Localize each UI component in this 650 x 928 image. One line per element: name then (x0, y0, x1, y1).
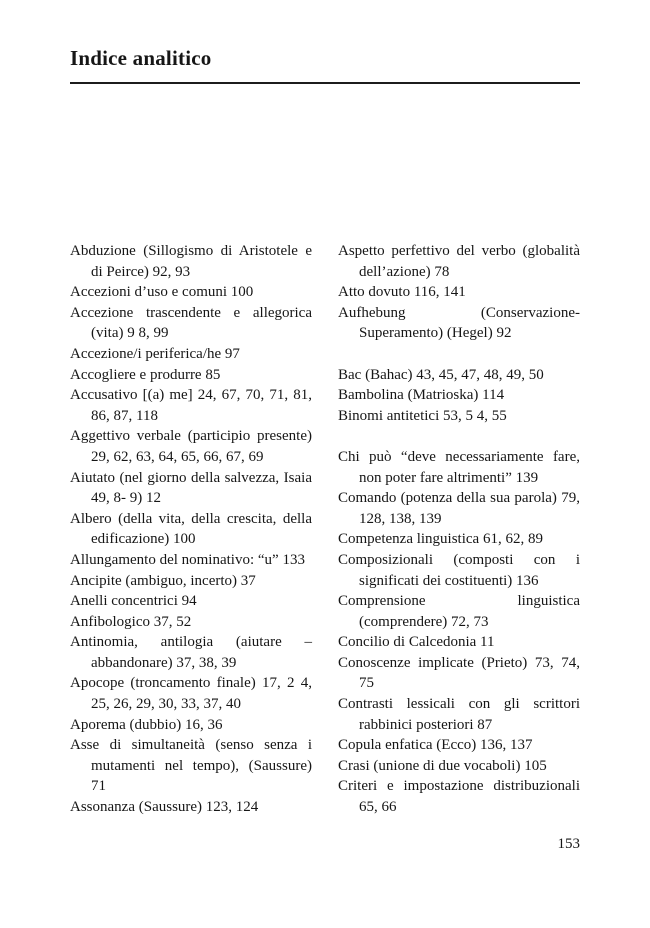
index-column-right (338, 241, 580, 818)
index-entry: Accogliere e produrre 85 (70, 366, 221, 383)
index-entry: Accezione trascendente e allegorica (vita) 9 8, 99 (70, 304, 312, 342)
index-entry: Ancipite (ambiguo, incerto) 37 (70, 572, 256, 589)
index-entry: Comando (potenza della sua parola) 79, 128, 138, 139 (338, 490, 580, 527)
index-entry: Abduzione (Sillogismo di Aristotele e di Peirce) 92, 93 (70, 243, 312, 280)
index-entry: Chi può “deve necessariamente fare, non poter fare altrimenti” 139 (338, 448, 580, 486)
index-entry: Atto dovuto 116, 141 (338, 284, 466, 301)
index-column-left (70, 241, 312, 818)
index-entry: Bac (Bahac) 43, 45, 47, 48, 49, 50 (338, 366, 544, 383)
index-entry: Anfibologico 37, 52 (70, 613, 192, 630)
index-entry: Bambolina (Matrioska) 114 (338, 387, 505, 404)
index-entry: Accusativo [(a) me] 24, 67, 70, 71, 81, 86, 87, 118 (70, 387, 312, 424)
index-entry: Comprensione linguistica (comprendere) 72, 73 (338, 593, 580, 630)
index-entry: Apocope (troncamento finale) 17, 2 4, 25, 26, 29, 30, 33, 37, 40 (70, 675, 312, 713)
index-entry: Aggettivo verbale (participio presente) 29, 62, 63, 64, 65, 66, 67, 69 (70, 428, 312, 465)
index-entry: Aspetto perfettivo del verbo (globalità dell’azione) 78 (338, 243, 580, 280)
index-entry: Concilio di Calcedonia 11 (338, 634, 495, 651)
index-entry: Allungamento del nominativo: “u” 133 (70, 551, 305, 568)
index-columns (70, 241, 580, 818)
index-entry: Aiutato (nel giorno della salvezza, Isaia 49, 8- 9) 12 (70, 469, 312, 507)
index-entry: Accezioni d’uso e comuni 100 (70, 284, 254, 301)
index-entry: Anelli concentrici 94 (70, 593, 197, 610)
page-title: Indice analitico (70, 46, 212, 70)
index-entry: Crasi (unione di due vocaboli) 105 (338, 757, 547, 774)
index-entry: Copula enfatica (Ecco) 136, 137 (338, 737, 533, 754)
index-entry: Asse di simultaneità (senso senza i mutamenti nel tempo), (Saussure) 71 (70, 737, 312, 795)
index-entry: Binomi antitetici 53, 5 4, 55 (338, 407, 507, 424)
index-entry: Conoscenze implicate (Prieto) 73, 74, 75 (338, 654, 580, 692)
index-entry: Assonanza (Saussure) 123, 124 (70, 799, 259, 816)
index-entry: Aufhebung (Conservazione-Superamento) (Hegel) 92 (338, 304, 580, 342)
index-entry: Contrasti lessicali con gli scrittori rabbinici posteriori 87 (338, 696, 580, 733)
page-number: 153 (557, 836, 580, 852)
index-entry: Composizionali (composti con i significati dei costituenti) 136 (338, 551, 580, 589)
index-entry: Antinomia, antilogia (aiutare – abbandonare) 37, 38, 39 (70, 634, 312, 671)
index-entry: Albero (della vita, della crescita, della edificazione) 100 (70, 510, 312, 548)
index-entry: Accezione/i periferica/he 97 (70, 345, 240, 362)
index-entry: Competenza linguistica 61, 62, 89 (338, 531, 543, 548)
index-entry: Aporema (dubbio) 16, 36 (70, 716, 223, 733)
index-entry: Criteri e impostazione distribuzionali 65, 66 (338, 778, 580, 816)
title-rule (70, 82, 580, 84)
